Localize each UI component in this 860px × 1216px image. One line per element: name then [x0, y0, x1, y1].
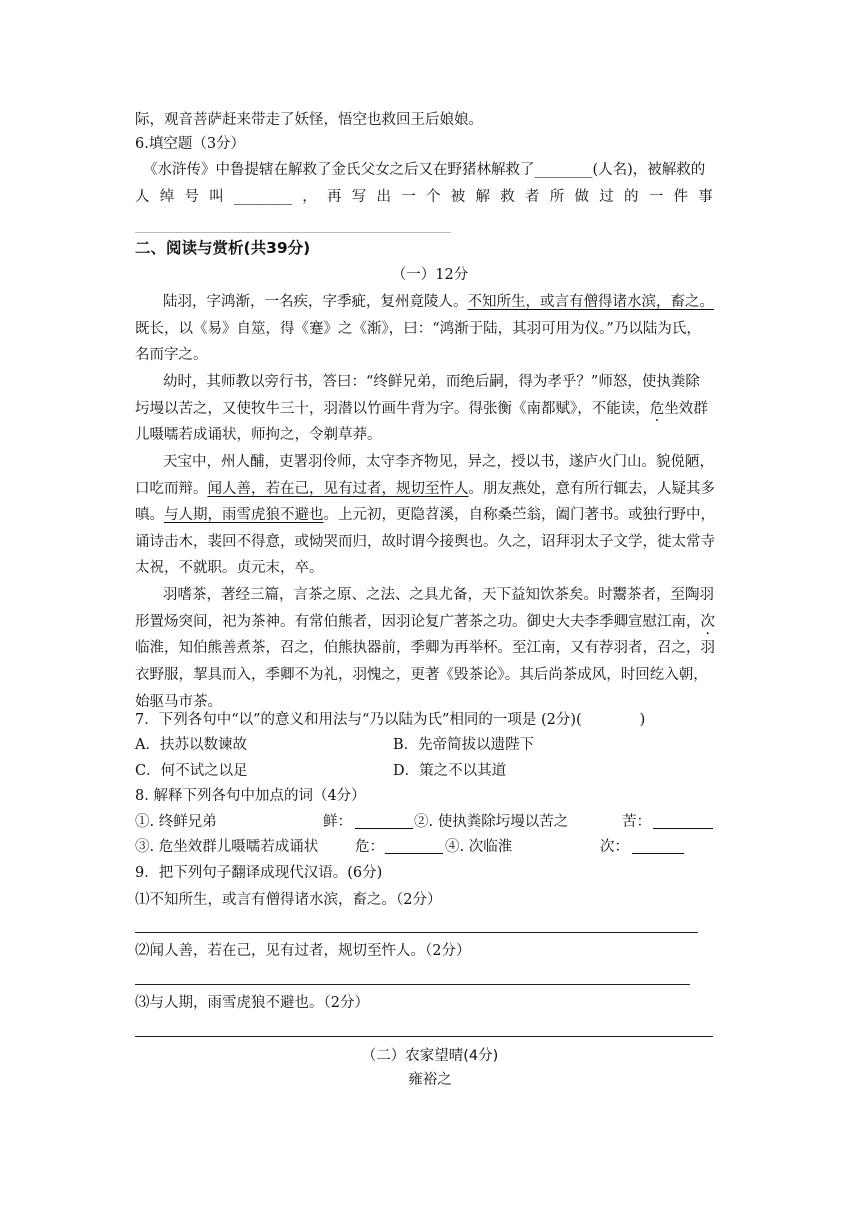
- q6-title: 6.填空题（3分）: [135, 136, 246, 152]
- q6-char: 做: [574, 189, 589, 205]
- part1-title: （一）12分: [391, 267, 469, 283]
- passage-p3-line3: [135, 501, 715, 529]
- q7-option-c: C．何不试之以足: [135, 763, 248, 779]
- passage-p3-line1: 天宝中，州人酺，吏署羽伶师，太守李齐物见，异之，授以书，遂庐火门山。貌侻陋，: [163, 454, 714, 470]
- passage-p3-line4: 诵诗击木，裴回不得意，或恸哭而归，故时谓今接舆也。久之，诏拜羽太子文学，徙太常寺: [135, 534, 715, 550]
- q6-char: 解: [475, 189, 490, 205]
- q6-char: 件: [673, 189, 688, 205]
- dotted-word-wei: 危: [649, 401, 665, 417]
- passage-p2-line3: 儿嗫嚅若成诵状，师拘之，令剃草莽。: [135, 427, 382, 443]
- section-title: 二、阅读与赏析(共39分): [135, 239, 311, 257]
- passage-p4-line4: 衣野服，挈具而入，季卿不为礼，羽愧之，更著《毁茶论》。其后尚茶成风，时回纥入朝，: [135, 667, 708, 683]
- q8-item-1: ①. 终鲜兄弟: [135, 814, 217, 830]
- passage-text: 形置炀突间，祀为茶神。有常伯熊者，因羽论复广著茶之功。御史大夫李季卿宣慰江南，: [135, 614, 701, 630]
- passage-p3-line5: 太祝，不就职。贞元末，卒。: [135, 560, 324, 576]
- q6-char: 个: [426, 189, 441, 205]
- q6-char: 事: [698, 189, 713, 205]
- q8-item-3: ③. 危坐效群儿嗫嚅若成诵状: [135, 839, 319, 855]
- q6-line2: [135, 183, 713, 211]
- passage-text: 陆羽，字鸿渐，一名疾，字季疵，复州竟陵人。: [163, 294, 468, 310]
- passage-p1-line3: 名而字之。: [135, 347, 208, 363]
- q6-char: 过: [599, 189, 614, 205]
- q9-answer-line-1[interactable]: [135, 932, 698, 933]
- q6-char: 号: [184, 189, 199, 205]
- passage-text: 圬墁以苦之，又使牧牛三十，羽潜以竹画牛背为字。得张衡《南都赋》，不能读，: [135, 401, 650, 417]
- passage-p2-line2: [135, 395, 708, 423]
- passage-text: 嗔。: [135, 507, 164, 523]
- passage-p1-line1: [163, 288, 714, 316]
- q6-answer-line: [135, 232, 451, 233]
- passage-text: 口吃而辩。: [135, 481, 208, 497]
- q7-option-b: B．先帝简拔以遗陛下: [393, 737, 535, 753]
- poem-author: 雍裕之: [408, 1072, 452, 1088]
- passage-p2-line1: 幼时，其师教以旁行书，答曰：“终鲜兄弟，而绝后嗣，得为孝乎？”师怒，使执粪除: [163, 374, 700, 390]
- passage-p3-line2: [135, 475, 715, 503]
- q6-char: 写: [351, 189, 367, 205]
- q8-word-1: 鲜：: [323, 814, 352, 830]
- passage-p4-line1: 羽嗜茶，著经三篇，言茶之原、之法、之具尤备，天下益知饮茶矣。时鬻茶者，至陶羽: [163, 587, 714, 603]
- q8-answer-blank-2[interactable]: [653, 812, 713, 829]
- q8-answer-blank-3[interactable]: [385, 837, 443, 854]
- passage-p1-line2: 既长，以《易》自筮，得《蹇》之《渐》，曰：“鸿渐于陆，其羽可用为仪。”乃以陆为氏，: [135, 321, 701, 337]
- underlined-sentence-1: 不知所生，或言有僧得诸水滨，畜之。: [467, 294, 714, 310]
- passage-p4-line5: 始驱马市茶。: [135, 694, 222, 710]
- q6-char: 的: [624, 189, 639, 205]
- dotted-word-ci: 次: [700, 614, 715, 630]
- q8-word-4: 次：: [600, 839, 629, 855]
- q7-option-d: D．策之不以其道: [393, 763, 507, 779]
- q8-answer-blank-4[interactable]: [632, 837, 684, 854]
- q6-char: 被: [450, 189, 466, 205]
- q6-char: 叫: [209, 189, 224, 205]
- q6-char: ，: [302, 189, 317, 205]
- q6-char: 所: [549, 189, 565, 205]
- underlined-sentence-3: 与人期，雨雪虎狼不避也: [164, 507, 324, 523]
- q8-item-2: ②. 使执粪除圬墁以苦之: [414, 814, 569, 830]
- q6-blank[interactable]: ________: [234, 189, 292, 205]
- q9-answer-line-3[interactable]: [135, 1036, 713, 1037]
- q8-word-3: 危：: [355, 839, 384, 855]
- q8-stem: 8. 解释下列各句中加点的词（4分）: [135, 788, 366, 804]
- q8-item-4: ④. 次临淮: [445, 839, 513, 855]
- q7-option-a: A．扶苏以数谏故: [135, 737, 247, 753]
- underlined-sentence-2: 闻人善，若在己，见有过者，规切至忤人: [207, 481, 469, 497]
- q9-stem: 9．把下列句子翻译成现代汉语。(6分): [135, 865, 383, 881]
- q6-line1: 《水浒传》中鲁提辖在解救了金氏父女之后又在野猪林解救了________(人名)，被解救的: [143, 162, 706, 178]
- passage-text: 。上元初，更隐苕溪，自称桑苎翁，阖门著书。或独行野中，: [323, 507, 715, 523]
- q9-answer-line-2[interactable]: [135, 984, 690, 985]
- passage-p4-line2: [135, 608, 715, 636]
- q8-word-2: 苦：: [622, 814, 651, 830]
- q6-char: 绰: [159, 189, 175, 205]
- passage-text: 。朋友燕处，意有所行辄去，人疑其多: [468, 481, 715, 497]
- q6-char: 一: [401, 189, 416, 205]
- q9-sentence-3: ⑶与人期，雨雪虎狼不避也。（2分）: [135, 995, 369, 1011]
- q6-char: 人: [135, 189, 150, 205]
- passage-text: 坐效群: [664, 401, 708, 417]
- q7-stem: 7．下列各句中“以”的意义和用法与“乃以陆为氏”相同的一项是 (2分)( ): [135, 712, 646, 728]
- q9-sentence-1: ⑴不知所生，或言有僧得诸水滨，畜之。（2分）: [135, 892, 442, 908]
- part2-title: （二）农家望晴(4分): [361, 1048, 499, 1064]
- passage-p4-line3: 临淮，知伯熊善煮茶，召之，伯熊执器前，季卿为再举杯。至江南，又有荐羽者，召之，羽: [135, 640, 715, 656]
- q9-sentence-2: ⑵闻人善，若在己，见有过者，规切至忤人。（2分）: [135, 943, 471, 959]
- q6-char: 再: [327, 189, 342, 205]
- q6-char: 者: [525, 189, 540, 205]
- q8-answer-blank-1[interactable]: [355, 812, 413, 829]
- q6-char: 出: [376, 189, 391, 205]
- q6-char: 救: [500, 189, 515, 205]
- continuation-line: 际，观音菩萨赶来带走了妖怪，悟空也救回王后娘娘。: [135, 112, 483, 128]
- q6-char: 一: [648, 189, 664, 205]
